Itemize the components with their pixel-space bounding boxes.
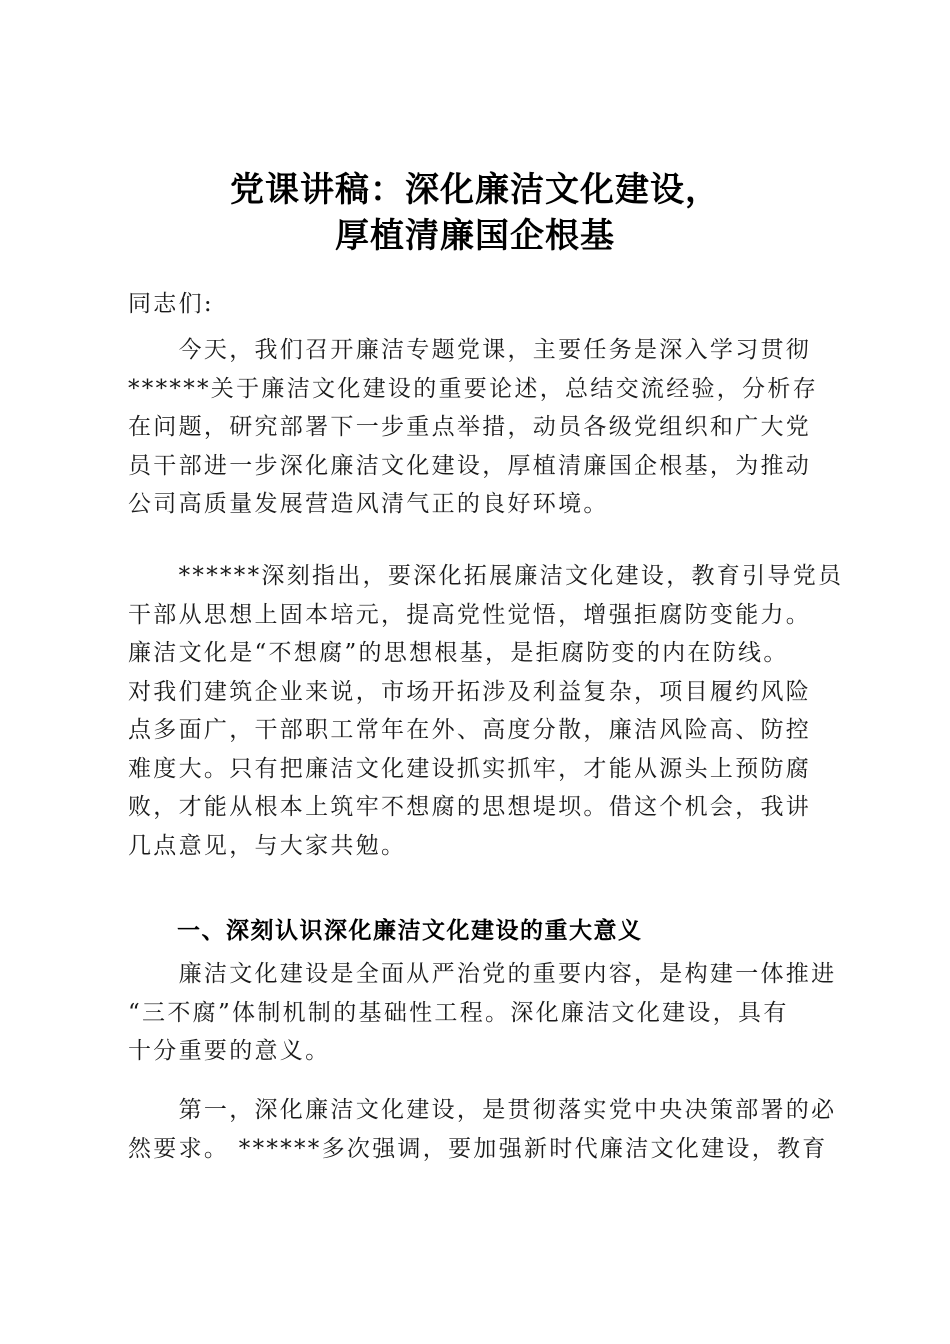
- paragraph-line: 今天，我们召开廉洁专题党课，主要任务是深入学习贯彻: [128, 337, 812, 363]
- paragraph-line: 廉洁文化建设是全面从严治党的重要内容，是构建一体推进: [128, 961, 837, 987]
- paragraph-context: [128, 557, 844, 865]
- paragraph-line: 公司高质量发展营造风清气正的良好环境。: [128, 491, 609, 517]
- paragraph-line: 然要求。 ******多次强调，要加强新时代廉洁文化建设，教育: [128, 1135, 828, 1162]
- paragraph-line: 廉洁文化是“不想腐”的思想根基，是拒腐防变的内在防线。: [128, 640, 789, 666]
- document-title-line-2: 厚植清廉国企根基: [335, 216, 615, 256]
- paragraph-line: 干部从思想上固本培元，提高党性觉悟，增强拒腐防变能力。: [128, 601, 812, 628]
- paragraph-line: 十分重要的意义。: [128, 1038, 331, 1064]
- paragraph-line: 第一，深化廉洁文化建设，是贯彻落实党中央决策部署的必: [128, 1097, 837, 1123]
- document-title-line-1: 党课讲稿：深化廉洁文化建设，: [230, 170, 720, 210]
- paragraph-intro: [128, 331, 828, 524]
- paragraph-line: 败，才能从根本上筑牢不想腐的思想堤坝。借这个机会，我讲: [128, 794, 812, 820]
- paragraph-line: 在问题，研究部署下一步重点举措，动员各级党组织和广大党: [128, 414, 812, 440]
- paragraph-significance: [128, 955, 837, 1071]
- paragraph-line: 对我们建筑企业来说，市场开拓涉及利益复杂，项目履约风险: [128, 678, 812, 705]
- section-heading-1: 一、深刻认识深化廉洁文化建设的重大意义: [128, 918, 643, 944]
- paragraph-line: “三不腐”体制机制的基础性工程。深化廉洁文化建设，具有: [128, 999, 789, 1026]
- paragraph-line: 难度大。只有把廉洁文化建设抓实抓牢，才能从源头上预防腐: [128, 755, 812, 782]
- salutation-text: 同志们:: [128, 291, 214, 317]
- salutation: [128, 285, 828, 324]
- paragraph-line: ******深刻指出，要深化拓展廉洁文化建设，教育引导党员: [128, 563, 844, 589]
- paragraph-line: 点多面广，干部职工常年在外、高度分散，廉洁风险高、防控: [128, 717, 812, 743]
- paragraph-line: 员干部进一步深化廉洁文化建设，厚植清廉国企根基，为推动: [128, 452, 812, 479]
- paragraph-point-one: [128, 1091, 837, 1168]
- paragraph-line: 几点意见，与大家共勉。: [128, 832, 407, 859]
- paragraph-line: ******关于廉洁文化建设的重要论述，总结交流经验，分析存: [128, 375, 818, 402]
